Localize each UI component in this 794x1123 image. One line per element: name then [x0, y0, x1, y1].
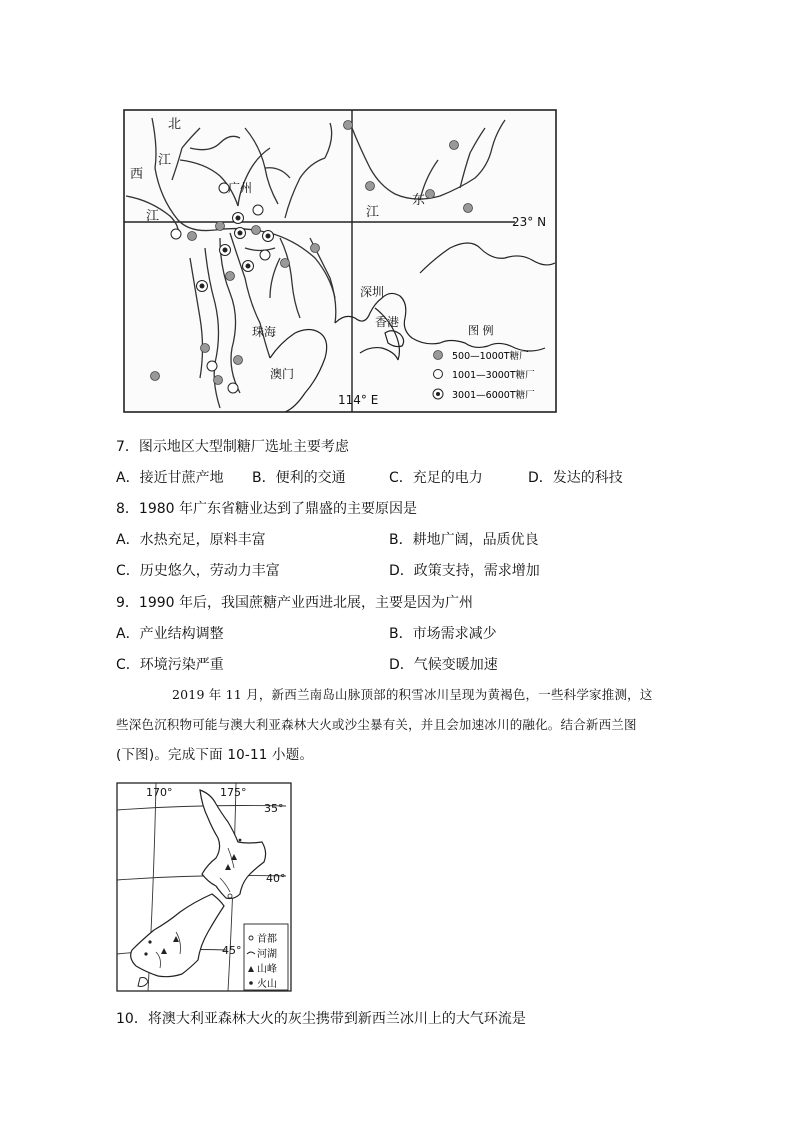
label-175: 175° [220, 786, 247, 799]
capital-marker [228, 894, 232, 898]
question-10-stem: 10．将澳大利亚森林大火的灰尘携带到新西兰冰川上的大气环流是 [116, 1011, 526, 1027]
map2-legend [244, 924, 288, 990]
passage [116, 680, 686, 770]
legend-capital: 首都 [257, 934, 277, 945]
label-40: 40° [266, 872, 286, 885]
label-xianggang: 香港 [375, 315, 400, 329]
legend-capital-icon [249, 936, 253, 940]
q8-option-a: A．水热充足，原料丰富 [116, 532, 266, 548]
new-zealand-map [116, 782, 292, 992]
q9-option-a: A．产业结构调整 [116, 626, 224, 642]
q8-option-d: D．政策支持，需求增加 [389, 563, 540, 579]
label-shenzhen: 深圳 [360, 285, 385, 299]
q8-option-b: B．耕地广阔，品质优良 [389, 532, 539, 548]
label-114e: 114° E [338, 393, 379, 407]
label-dongjiang-1: 江 [366, 205, 380, 220]
legend-title: 图 例 [468, 324, 494, 337]
label-23n: 23° N [512, 215, 547, 229]
label-bei: 北 [168, 117, 182, 132]
passage-line-3: (下图)。完成下面 10-11 小题。 [116, 747, 314, 763]
legend-marker-medium [434, 370, 443, 379]
label-xi: 西 [130, 167, 144, 182]
question-9-stem: 9．1990 年后，我国蔗糖产业西进北展，主要是因为广州 [116, 595, 473, 611]
q8-option-c: C．历史悠久，劳动力丰富 [116, 563, 280, 579]
q9-option-c: C．环境污染严重 [116, 657, 224, 673]
label-guangzhou: 广州 [228, 181, 253, 195]
question-7-stem: 7．图示地区大型制糖厂选址主要考虑 [116, 439, 349, 455]
label-35: 35° [264, 802, 284, 815]
q9-option-d: D．气候变暖加速 [389, 657, 498, 673]
q7-option-a: A．接近甘蔗产地 [116, 470, 224, 486]
q9-option-b: B．市场需求减少 [389, 626, 497, 642]
label-jiang-north: 江 [158, 153, 172, 168]
q7-option-b: B．便利的交通 [252, 470, 346, 486]
legend-item-2: 1001—3000T糖厂 [452, 370, 535, 381]
legend-peak: 山峰 [257, 964, 277, 975]
label-45: 45° [222, 944, 242, 957]
question-8-stem: 8．1980 年广东省糖业达到了鼎盛的主要原因是 [116, 501, 417, 517]
pearl-river-delta-map [120, 108, 560, 416]
label-dongjiang-2: 东 [412, 193, 426, 208]
legend-volcano: 火山 [257, 979, 277, 990]
legend-marker-small [434, 351, 443, 360]
q7-option-c: C．充足的电力 [389, 470, 483, 486]
passage-line-1: 2019 年 11 月，新西兰南岛山脉顶部的积雪冰川呈现为黄褐色，一些科学家推测，这 [172, 687, 653, 702]
label-jiang-west: 江 [146, 209, 160, 224]
q7-option-d: D．发达的科技 [528, 470, 623, 486]
label-170: 170° [146, 786, 173, 799]
passage-line-2: 些深色沉积物可能与澳大利亚森林大火或沙尘暴有关，并且会加速冰川的融化。结合新西兰图 [116, 717, 637, 732]
label-zhuhai: 珠海 [252, 325, 277, 339]
legend-river: 河湖 [257, 949, 277, 960]
label-aomen: 澳门 [270, 367, 295, 381]
legend-item-3: 3001—6000T糖厂 [452, 390, 535, 401]
legend-item-1: 500—1000T糖厂 [452, 351, 529, 362]
legend-volcano-icon [249, 981, 253, 985]
